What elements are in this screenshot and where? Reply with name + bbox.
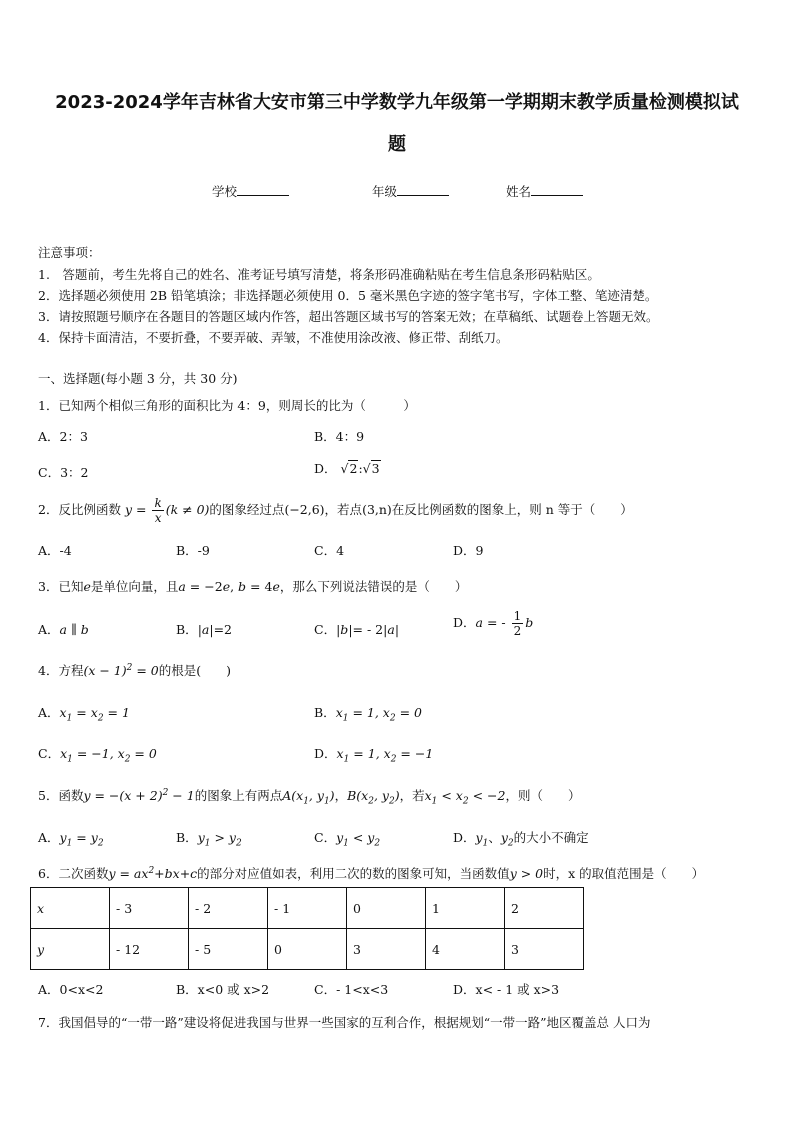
q2-option-b[interactable]: B．-9 <box>176 543 210 558</box>
field-grade-label: 年级 <box>372 184 398 199</box>
q2-option-c[interactable]: C．4 <box>314 543 345 558</box>
q3-option-a-label: A． <box>38 622 60 637</box>
q3-text: 3．已知 <box>38 579 84 594</box>
field-name-blank[interactable] <box>531 183 583 196</box>
q4-option-d[interactable]: D．$x_1 = 1$, $x_2 = -1$ <box>314 746 434 765</box>
question-6-stem: 6．二次函数$y = ax^2+bx+c$的部分对应值如表，利用二次的数的图象可知，当函数值y > 0时，x 的取值范围是（ ） <box>38 865 705 881</box>
notice-heading: 注意事项： <box>38 245 101 260</box>
q2-label: 2．反比例函数 <box>38 502 121 517</box>
q1-option-b[interactable]: B．4：9 <box>314 429 365 444</box>
question-4-stem: 4．方程$(x - 1)^2 = 0$的根是( ) <box>38 662 232 678</box>
q4-text: 4．方程 <box>38 663 84 678</box>
q2-option-a[interactable]: A．-4 <box>38 543 72 558</box>
q5-option-c[interactable]: C．$y_1 < y_2$ <box>314 830 381 849</box>
q3-option-c[interactable]: C．|b|= - 2|a| <box>314 622 400 637</box>
table-row <box>31 929 584 970</box>
table-cell: 4 <box>426 929 505 970</box>
table-header-cell: x <box>31 888 110 929</box>
q3-option-a[interactable]: A．a ∥ b <box>38 622 89 637</box>
q6-option-a[interactable]: A．0<x<2 <box>38 982 104 997</box>
question-7-stem: 7．我国倡导的“一带一路”建设将促进我国与世界一些国家的互利合作，根据规划“一带一路”地区覆盖总 人口为 <box>38 1015 651 1030</box>
q3-option-b[interactable]: B．|a|=2 <box>176 622 233 637</box>
q4-text: 的根是( ) <box>158 663 232 678</box>
q5-text: 5．函数 <box>38 788 84 803</box>
q5-option-a-label: A． <box>38 830 60 845</box>
q4-option-a[interactable]: A．$x_1 = x_2 = 1$ <box>38 705 130 724</box>
q4-option-a-label: A． <box>38 705 60 720</box>
q6-option-c[interactable]: C．- 1<x<3 <box>314 982 389 997</box>
sqrt-expression: √2 <box>340 461 358 476</box>
q1-option-d-label: D． <box>314 461 337 476</box>
q1-option-d[interactable]: D． √2:√3 <box>314 461 380 476</box>
q4-option-b-label: B． <box>314 705 336 720</box>
notice-item: 2．选择题必须使用 2B 铅笔填涂；非选择题必须使用 0．5 毫米黑色字迹的签字笔书写，字体工整、笔迹清楚。 <box>38 288 658 303</box>
q2-point: (−2,6) <box>284 502 325 517</box>
question-3-stem: 3．已知e是单位向量，且a = −2e, b = 4e，那么下列说法错误的是（ ） <box>38 579 468 594</box>
table-header-cell: y <box>31 929 110 970</box>
section-heading: 一、选择题(每小题 3 分，共 30 分) <box>38 371 238 386</box>
q3-option-d-value: = - <box>486 615 506 630</box>
table-cell: 3 <box>347 929 426 970</box>
table-cell: - 3 <box>110 888 189 929</box>
exam-title-line2: 题 <box>388 134 406 155</box>
table-cell: - 5 <box>189 929 268 970</box>
fraction-one-half: $\frac{1}{2}$ <box>513 609 522 638</box>
notice-item: 4．保持卡面清洁，不要折叠，不要弄破、弄皱，不准使用涂改液、修正带、刮纸刀。 <box>38 330 509 345</box>
table-cell: 2 <box>505 888 584 929</box>
notice-item: 3．请按照题号顺序在各题目的答题区域内作答，超出答题区域书写的答案无效；在草稿纸、试题卷上答题无效。 <box>38 309 659 324</box>
q2-text: 在反比例函数的图象上，则 n 等于（ ） <box>391 502 633 517</box>
question-5-stem: 5．函数$y = -(x + 2)^2 - 1$的图象上有两点$A(x_1$, $y_1$)，$B(x_2$, $y_2$)，若$x_1 < x_2 < -2$，则（ ） <box>38 787 581 807</box>
field-school <box>212 182 289 200</box>
q5-option-c-label: C． <box>314 830 337 845</box>
fraction-k-over-x: $\frac{k}{x}$ <box>154 496 162 525</box>
question-1-stem: 1．已知两个相似三角形的面积比为 4：9，则周长的比为（ ） <box>38 398 416 413</box>
q5-option-d[interactable]: D．$y_1$、$y_2$的大小不确定 <box>453 830 589 849</box>
table-cell: - 12 <box>110 929 189 970</box>
q5-option-d-label: D． <box>453 830 476 845</box>
q6-option-d[interactable]: D．x< - 1 或 x>3 <box>453 982 560 997</box>
q5-option-b[interactable]: B．$y_1 > y_2$ <box>176 830 242 849</box>
field-name-label: 姓名 <box>506 184 532 199</box>
q4-option-b[interactable]: B．$x_1 = 1$, $x_2 = 0$ <box>314 705 422 724</box>
field-name <box>506 182 583 200</box>
table-cell: 3 <box>505 929 584 970</box>
field-school-blank[interactable] <box>237 183 289 196</box>
q1-option-c[interactable]: C．3：2 <box>38 465 89 480</box>
notice-item: 1. 答题前，考生先将自己的姓名、准考证号填写清楚，将条形码准确粘贴在考生信息条形码粘贴区。 <box>38 267 600 282</box>
table-cell: 1 <box>426 888 505 929</box>
q3-text: 是单位向量，且 <box>90 579 179 594</box>
q4-option-c-label: C． <box>38 746 61 761</box>
q5-option-d-text: 的大小不确定 <box>513 830 589 845</box>
q3-option-b-label: B． <box>176 622 198 637</box>
q2-point: (3,n) <box>362 502 392 517</box>
q3-option-c-value: = - 2 <box>352 622 384 637</box>
q6-text: 的部分对应值如表，利用二次的数的图象可知，当函数值 <box>197 866 510 881</box>
table-row <box>31 888 584 929</box>
table-cell: - 2 <box>189 888 268 929</box>
q3-option-b-value: =2 <box>213 622 233 637</box>
q2-option-d[interactable]: D．9 <box>453 543 484 558</box>
q3-text: ，那么下列说法错误的是（ ） <box>279 579 468 594</box>
q5-text: ，则（ ） <box>505 788 581 803</box>
q5-option-a[interactable]: A．$y_1 = y_2$ <box>38 830 104 849</box>
table-cell: 0 <box>347 888 426 929</box>
q5-text: 的图象上有两点 <box>194 788 283 803</box>
q6-text: 时，x 的取值范围是（ ） <box>543 866 705 881</box>
q2-text: ，若点 <box>324 502 363 517</box>
q4-option-d-label: D． <box>314 746 337 761</box>
q3-option-c-label: C． <box>314 622 337 637</box>
q6-option-b[interactable]: B．x<0 或 x>2 <box>176 982 270 997</box>
table-cell: - 1 <box>268 888 347 929</box>
q2-text: 的图象经过点 <box>209 502 285 517</box>
q1-option-a[interactable]: A．2：3 <box>38 429 88 444</box>
q3-option-d[interactable]: D．a = - $\frac{1}{2}$ b <box>453 609 534 638</box>
value-table <box>30 887 584 970</box>
field-grade-blank[interactable] <box>397 183 449 196</box>
question-2-stem: 2．反比例函数 y = $\frac{k}{x}$ (k ≠ 0)的图象经过点(−2,6)，若点(3,n)在反比例函数的图象上，则 n 等于（ ） <box>38 496 633 525</box>
q5-option-b-label: B． <box>176 830 198 845</box>
q6-text: 6．二次函数 <box>38 866 109 881</box>
table-cell: 0 <box>268 929 347 970</box>
q4-option-c[interactable]: C．$x_1 = -1$, $x_2 = 0$ <box>38 746 157 765</box>
exam-title-line1: 2023-2024学年吉林省大安市第三中学数学九年级第一学期期末教学质量检测模拟试 <box>55 92 739 113</box>
q5-text: ，若 <box>399 788 425 803</box>
q3-option-d-label: D． <box>453 615 476 630</box>
field-school-label: 学校 <box>212 184 238 199</box>
field-grade <box>372 182 449 200</box>
